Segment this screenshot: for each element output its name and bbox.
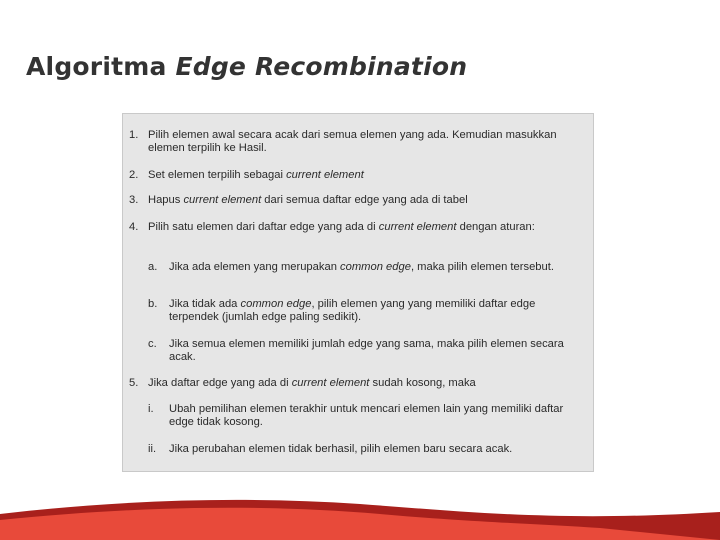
- step-text: Pilih satu elemen dari daftar edge yang ada di current element dengan aturan:: [148, 221, 535, 233]
- step-number: 4.: [129, 221, 139, 233]
- fallback-label: ii.: [148, 443, 157, 455]
- rule-text: Jika tidak ada common edge, pilih elemen yang yang memiliki daftar edge terpendek (jumlah edge paling sedikit).: [169, 298, 536, 323]
- step-number: 1.: [129, 129, 139, 141]
- step-number: 2.: [129, 169, 139, 181]
- step-text: Hapus current element dari semua daftar edge yang ada di tabel: [148, 194, 468, 206]
- step-text: Set elemen terpilih sebagai current element: [148, 169, 364, 181]
- rule-label: c.: [148, 338, 157, 350]
- algorithm-steps-box: [122, 113, 594, 472]
- fallback-text: Ubah pemilihan elemen terakhir untuk mencari elemen lain yang memiliki daftar edge tidak kosong.: [169, 403, 564, 428]
- title-italic: Edge Recombination: [175, 52, 468, 81]
- step-text: Jika daftar edge yang ada di current element sudah kosong, maka: [148, 377, 476, 389]
- step-text: Pilih elemen awal secara acak dari semua elemen yang ada. Kemudian masukkan elemen terpilih ke Hasil.: [148, 129, 557, 154]
- title-plain: Algoritma: [26, 52, 167, 81]
- rule-label: a.: [148, 261, 158, 273]
- slide-title: [26, 52, 467, 81]
- footer-wave-decoration: [0, 494, 720, 540]
- step-number: 5.: [129, 377, 139, 389]
- rule-text: Jika ada elemen yang merupakan common edge, maka pilih elemen tersebut.: [169, 261, 554, 273]
- rule-text: Jika semua elemen memiliki jumlah edge yang sama, maka pilih elemen secara acak.: [169, 338, 564, 363]
- fallback-label: i.: [148, 403, 154, 415]
- step-number: 3.: [129, 194, 139, 206]
- rule-label: b.: [148, 298, 158, 310]
- fallback-text: Jika perubahan elemen tidak berhasil, pilih elemen baru secara acak.: [169, 443, 513, 455]
